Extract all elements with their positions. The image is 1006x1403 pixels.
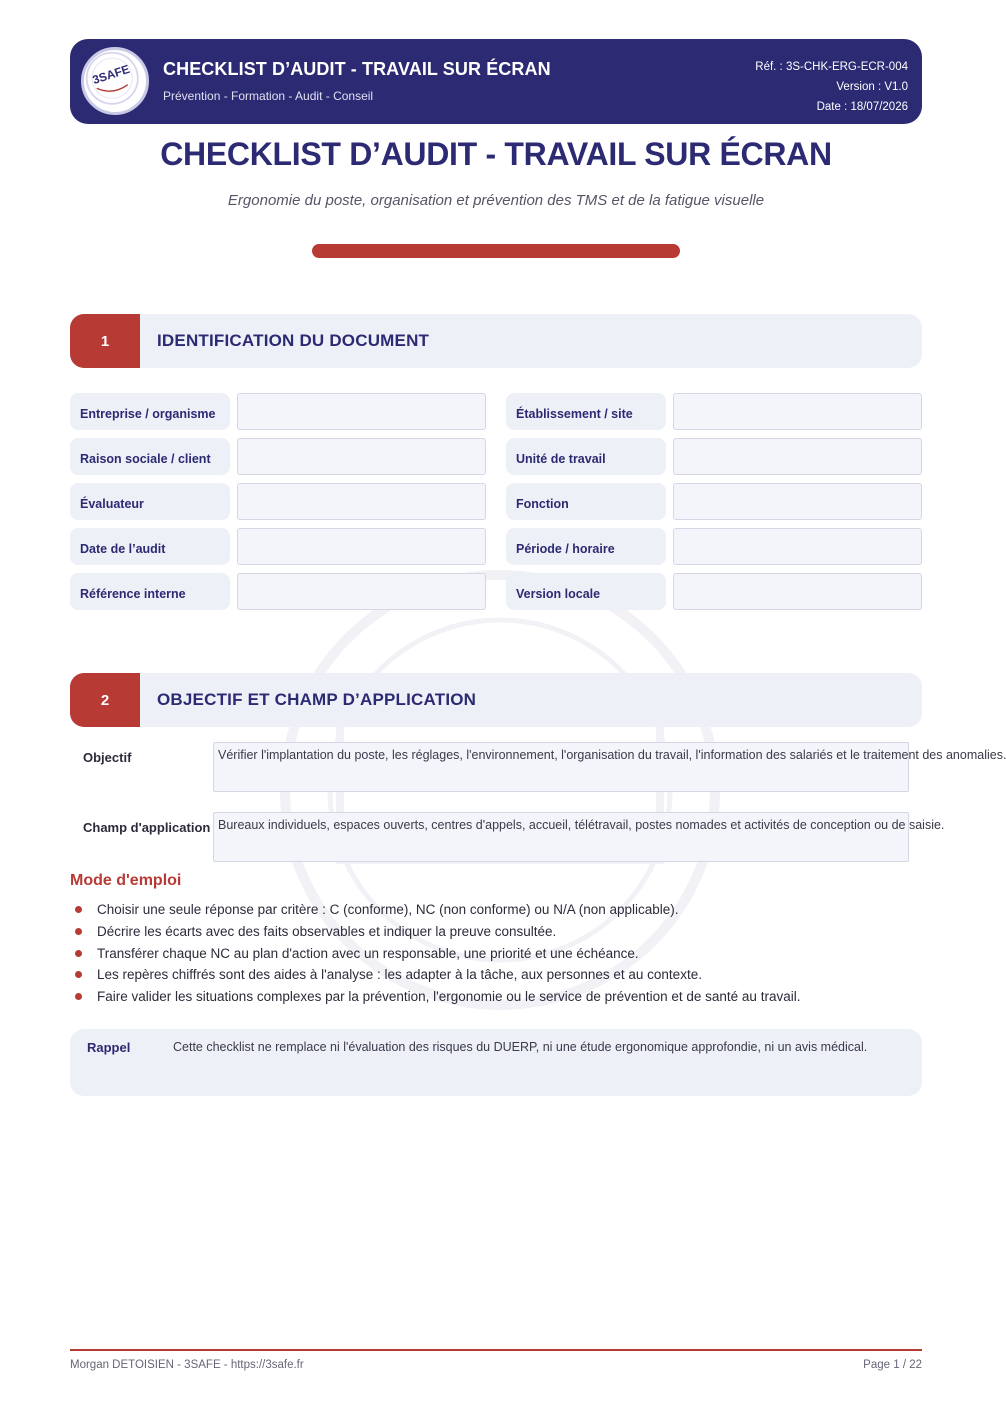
footer-author: Morgan DETOISIEN - 3SAFE - https://3safe.fr: [70, 1359, 304, 1371]
period-field[interactable]: [673, 528, 922, 565]
list-item: Faire valider les situations complexes par la prévention, l'ergonomie ou le service de prévention et de santé au travail.: [74, 987, 800, 1009]
document-version: Version : V1.0: [836, 81, 908, 93]
reminder-box: [70, 1029, 922, 1096]
list-item: Les repères chiffrés sont des aides à l'analyse : les adapter à la tâche, aux personnes et au contexte.: [74, 965, 800, 987]
page-subtitle: Ergonomie du poste, organisation et prévention des TMS et de la fatigue visuelle: [227, 192, 765, 209]
client-field[interactable]: [237, 438, 486, 475]
reminder-text: Cette checklist ne remplace ni l'évaluation des risques du DUERP, ni une étude ergonomique approfondie, ni un avis médical.: [173, 1040, 868, 1054]
local-version-field[interactable]: [673, 573, 922, 610]
bullet-icon: [75, 928, 82, 935]
banner-title: CHECKLIST D’AUDIT - TRAVAIL SUR ÉCRAN: [163, 59, 551, 79]
section-title: OBJECTIF ET CHAMP D’APPLICATION: [157, 690, 477, 709]
company-logo: [81, 47, 149, 115]
work-unit-field[interactable]: [673, 438, 922, 475]
reminder-label: Rappel: [87, 1040, 131, 1055]
field-label: Raison sociale / client: [70, 438, 230, 475]
svg-text:3SAFE: 3SAFE: [90, 61, 132, 88]
site-field[interactable]: [673, 393, 922, 430]
internal-ref-field[interactable]: [237, 573, 486, 610]
section-identification-header: [70, 314, 922, 368]
section-number: 1: [70, 314, 140, 368]
scope-label: Champ d'application: [83, 820, 211, 835]
section-objective-header: [70, 673, 922, 727]
bullet-icon: [75, 906, 82, 913]
field-label: Entreprise / organisme: [70, 393, 230, 430]
bullet-icon: [75, 971, 82, 978]
section-title: IDENTIFICATION DU DOCUMENT: [157, 331, 430, 350]
page-number: Page 1 / 22: [863, 1359, 922, 1371]
title-divider: [312, 244, 680, 258]
list-item: Choisir une seule réponse par critère : C (conforme), NC (non conforme) ou N/A (non applicable).: [74, 900, 800, 922]
instructions-list: [74, 900, 800, 1009]
audit-date-field[interactable]: [237, 528, 486, 565]
field-label: Période / horaire: [506, 528, 666, 565]
enterprise-field[interactable]: [237, 393, 486, 430]
field-label: Évaluateur: [70, 483, 230, 520]
field-label: Unité de travail: [506, 438, 666, 475]
footer-divider: [70, 1349, 922, 1351]
banner-subtitle: Prévention - Formation - Audit - Conseil: [163, 89, 374, 103]
objective-label: Objectif: [83, 750, 132, 765]
objective-field[interactable]: Vérifier l'implantation du poste, les réglages, l'environnement, l'organisation du travail, l'information des salariés et le traitement des anomalies.: [213, 742, 909, 792]
instructions-title: Mode d'emploi: [70, 872, 182, 889]
field-label: Fonction: [506, 483, 666, 520]
evaluator-field[interactable]: [237, 483, 486, 520]
scope-field[interactable]: Bureaux individuels, espaces ouverts, centres d'appels, accueil, télétravail, postes nomades et activités de conception ou de saisie.: [213, 812, 909, 862]
header-banner: [70, 39, 922, 124]
bullet-icon: [75, 950, 82, 957]
list-item: Transférer chaque NC au plan d'action avec un responsable, une priorité et une échéance.: [74, 944, 800, 966]
page-title: CHECKLIST D’AUDIT - TRAVAIL SUR ÉCRAN: [160, 136, 832, 172]
bullet-icon: [75, 993, 82, 1000]
field-label: Établissement / site: [506, 393, 666, 430]
section-number: 2: [70, 673, 140, 727]
field-label: Version locale: [506, 573, 666, 610]
field-label: Date de l’audit: [70, 528, 230, 565]
list-item: Décrire les écarts avec des faits observables et indiquer la preuve consultée.: [74, 922, 800, 944]
function-field[interactable]: [673, 483, 922, 520]
document-date: Date : 18/07/2026: [816, 101, 908, 113]
document-meta: [755, 57, 908, 117]
field-label: Référence interne: [70, 573, 230, 610]
document-ref: Réf. : 3S-CHK-ERG-ECR-004: [755, 61, 908, 73]
